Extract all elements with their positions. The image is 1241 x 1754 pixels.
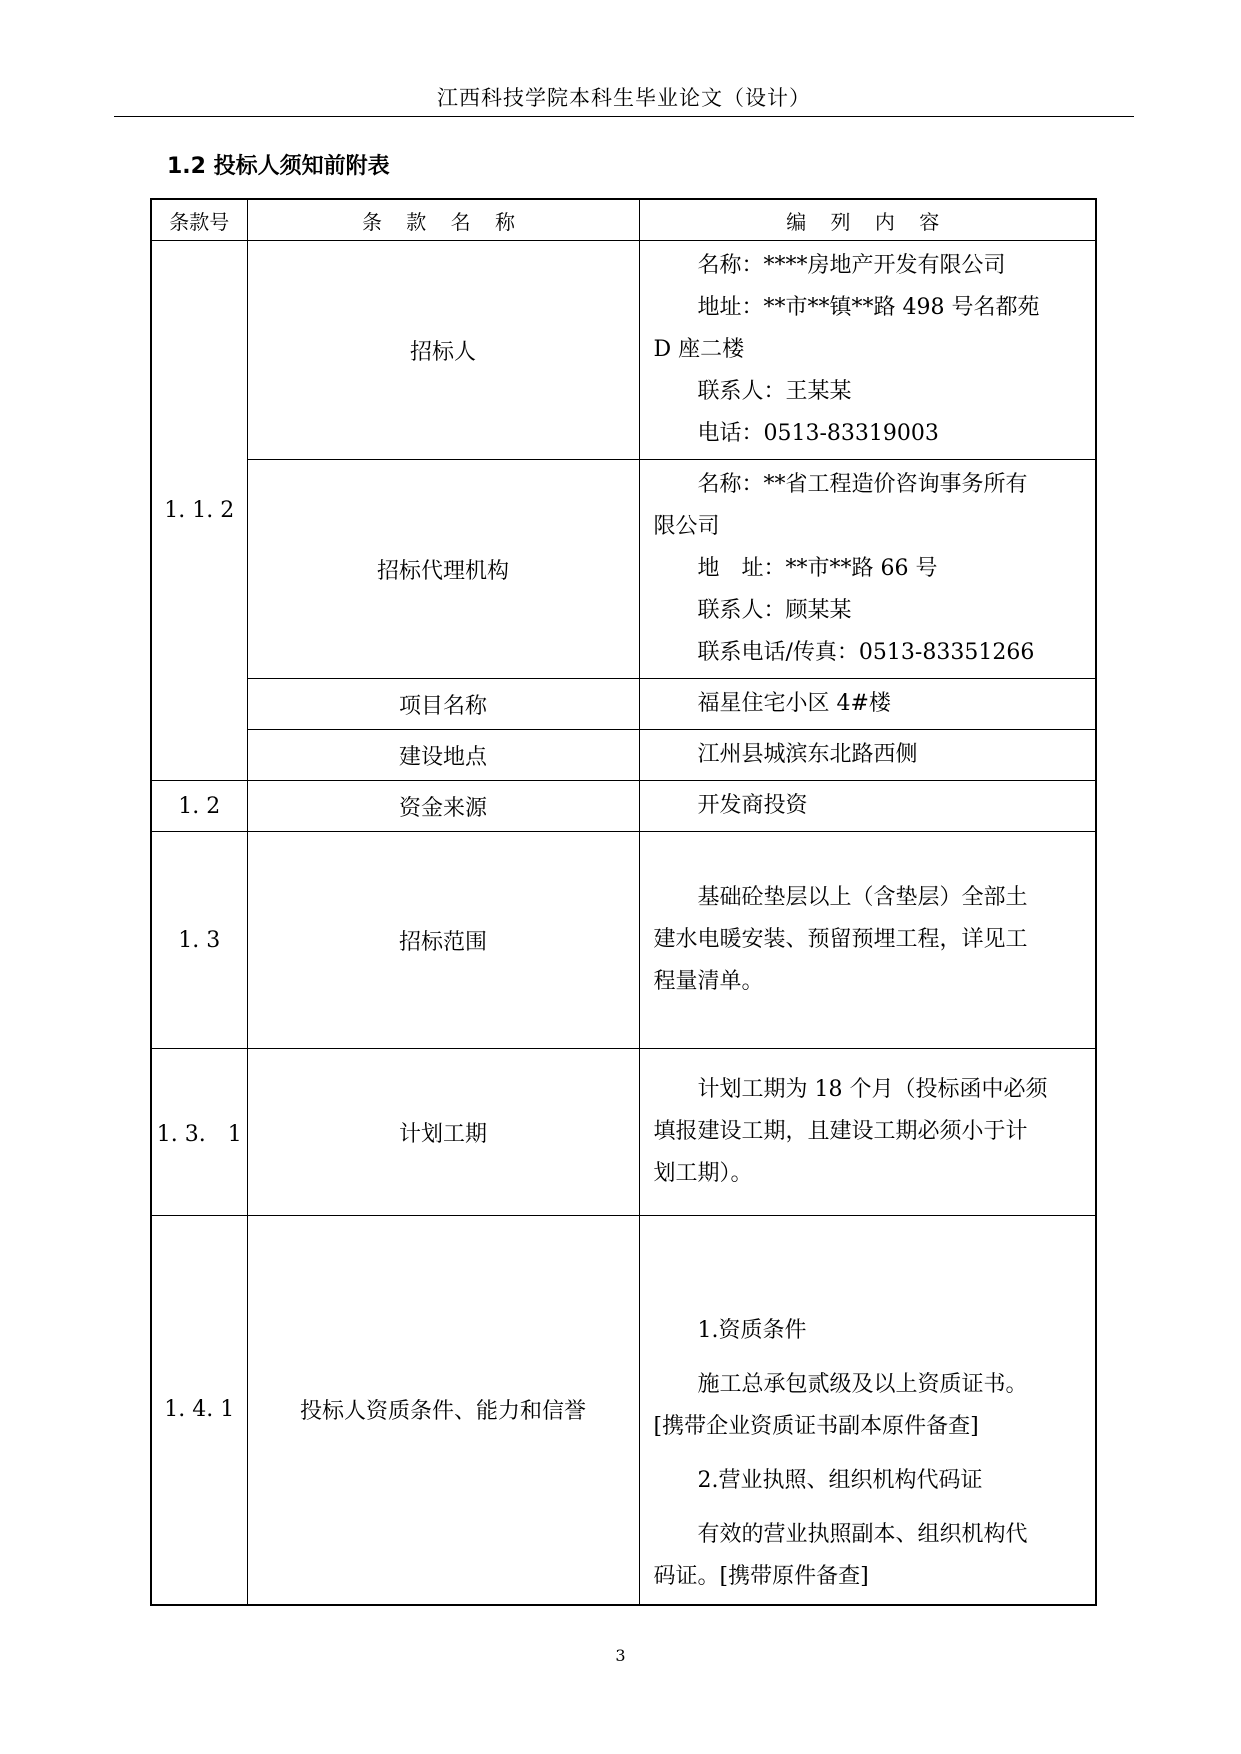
clause-number: 1. 1. 2	[151, 241, 247, 781]
content-line: 建水电暖安装、预留预埋工程，详见工	[653, 927, 1028, 952]
content-line: 联系电话/传真：0513-83351266	[697, 640, 1035, 665]
content-line: 2.营业执照、组织机构代码证	[697, 1467, 983, 1493]
table-row	[151, 781, 1096, 832]
page-header: 江西科技学院本科生毕业论文（设计）	[437, 86, 811, 110]
table-row	[151, 1049, 1096, 1216]
page-number: 3	[615, 1646, 626, 1665]
content-line: 名称：**省工程造价咨询事务所有	[697, 472, 1028, 497]
header-rule	[114, 116, 1134, 117]
clause-number: 1. 3. 1	[151, 1049, 247, 1216]
table-row	[151, 679, 1096, 730]
content-line: 限公司	[653, 514, 720, 539]
clause-content	[639, 679, 1096, 730]
content-line: 基础砼垫层以上（含垫层）全部土	[697, 885, 1028, 910]
clause-name: 资金来源	[247, 781, 639, 832]
content-line: 地 址：**市**路 66 号	[697, 556, 938, 581]
content-line: D 座二楼	[653, 337, 745, 362]
clause-content	[639, 832, 1096, 1049]
clause-name: 投标人资质条件、能力和信誉	[247, 1216, 639, 1605]
clause-number: 1. 3	[151, 832, 247, 1049]
clause-name: 项目名称	[247, 679, 639, 730]
section-heading: 1.2 投标人须知前附表	[167, 154, 390, 179]
content-line: 填报建设工期，且建设工期必须小于计	[653, 1119, 1028, 1144]
clause-number: 1. 2	[151, 781, 247, 832]
content-line: 有效的营业执照副本、组织机构代	[697, 1521, 1028, 1547]
content-line: 地址：**市**镇**路 498 号名都苑	[697, 295, 1040, 320]
column-header-name: 条 款 名 称	[247, 199, 639, 241]
clause-name: 建设地点	[247, 730, 639, 781]
bidder-notice-table	[150, 198, 1097, 1606]
content-line: 划工期）。	[653, 1161, 753, 1186]
content-line: 码证。[携带原件备查]	[653, 1563, 869, 1589]
clause-name: 招标代理机构	[247, 460, 639, 679]
table-row	[151, 460, 1096, 679]
table-row	[151, 241, 1096, 460]
column-header-content: 编 列 内 容	[639, 199, 1096, 241]
content-line: 开发商投资	[697, 793, 808, 818]
table-header-row	[151, 199, 1096, 241]
content-line: 1.资质条件	[697, 1317, 807, 1343]
content-line: 联系人：王某某	[697, 379, 852, 404]
table-row	[151, 730, 1096, 781]
clause-name: 招标范围	[247, 832, 639, 1049]
clause-content	[639, 1216, 1096, 1605]
clause-content	[639, 460, 1096, 679]
clause-content	[639, 730, 1096, 781]
clause-content	[639, 241, 1096, 460]
content-line: 施工总承包贰级及以上资质证书。	[697, 1371, 1028, 1397]
clause-name: 计划工期	[247, 1049, 639, 1216]
clause-content	[639, 1049, 1096, 1216]
content-line: 电话：0513-83319003	[697, 421, 939, 446]
column-header-clause: 条款号	[151, 199, 247, 241]
content-line: 名称：****房地产开发有限公司	[697, 253, 1006, 278]
content-line: [携带企业资质证书副本原件备查]	[653, 1413, 979, 1439]
clause-content	[639, 781, 1096, 832]
content-line: 福星住宅小区 4#楼	[697, 691, 891, 716]
clause-number: 1. 4. 1	[151, 1216, 247, 1605]
content-line: 计划工期为 18 个月（投标函中必须	[697, 1077, 1048, 1102]
table-row	[151, 832, 1096, 1049]
table-row	[151, 1216, 1096, 1605]
content-line: 程量清单。	[653, 969, 764, 994]
content-line: 联系人：顾某某	[697, 598, 852, 623]
clause-name: 招标人	[247, 241, 639, 460]
content-line: 江州县城滨东北路西侧	[697, 742, 918, 767]
